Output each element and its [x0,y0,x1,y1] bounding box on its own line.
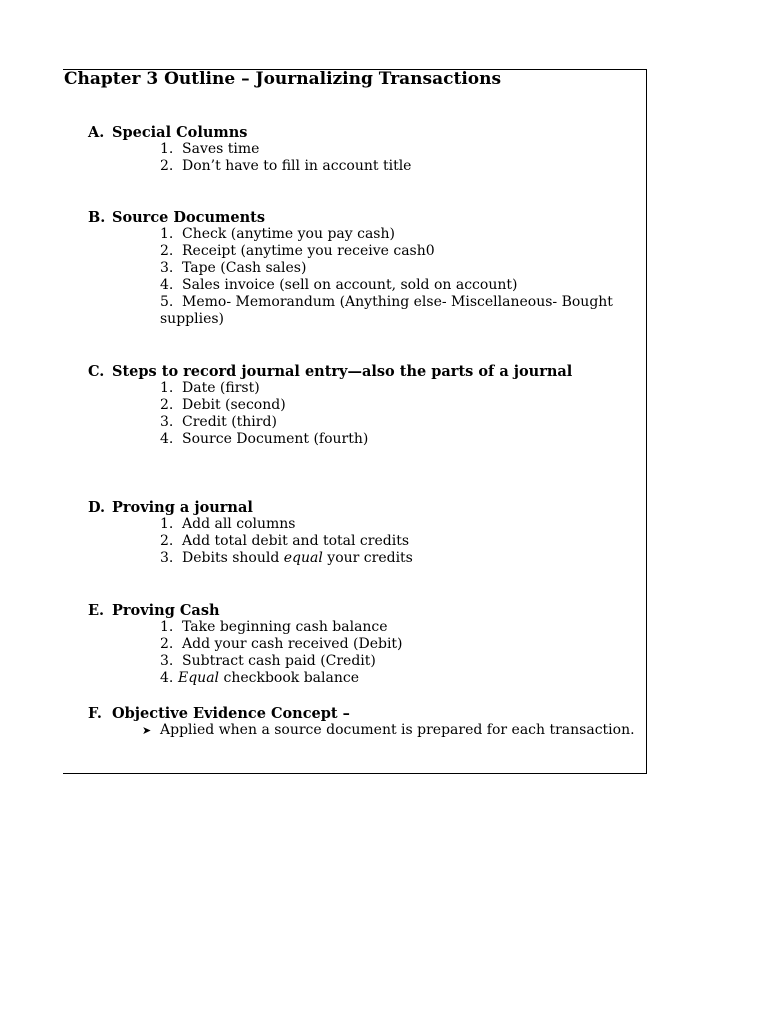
list-item: 3. Debits should equal your credits [160,550,413,566]
section-a [88,124,638,175]
list-item: 4. Sales invoice (sell on account, sold on account) [160,277,518,293]
list-item: 3. Credit (third) [160,414,277,430]
section-heading: C. Steps to record journal entry—also the parts of a journal [88,363,573,380]
section-f [88,705,638,739]
list-item: 4. Source Document (fourth) [160,431,369,447]
list-item: 1. Add all columns [160,516,296,532]
list-item: 4. Equal checkbook balance [160,670,359,686]
list-item: 3. Subtract cash paid (Credit) [160,653,376,669]
item-list [88,380,638,448]
section-heading: A. Special Columns [88,124,248,141]
section-c [88,363,638,448]
section-heading: D. Proving a journal [88,499,253,516]
list-item: 1. Take beginning cash balance [160,619,388,635]
list-item: 5. Memo- Memorandum (Anything else- Miscellaneous- Bought supplies) [160,294,613,327]
section-b [88,209,638,328]
item-list [88,226,638,328]
section-d [88,499,638,567]
list-item: 2. Add total debit and total credits [160,533,410,549]
item-list [88,516,638,567]
list-item: 2. Add your cash received (Debit) [160,636,403,652]
list-item: 1. Saves time [160,141,260,157]
section-heading: E. Proving Cash [88,602,220,619]
item-list [88,619,638,687]
list-item: 2. Debit (second) [160,397,286,413]
arrowhead-bullet-icon: ➤ [142,724,152,737]
page-title: Chapter 3 Outline – Journalizing Transactions [64,69,502,89]
list-item: 1. Date (first) [160,380,260,396]
list-item: 3. Tape (Cash sales) [160,260,307,276]
bullet-item: ➤ Applied when a source document is prepared for each transaction. [142,722,635,738]
list-item: 2. Don’t have to fill in account title [160,158,412,174]
list-item: 2. Receipt (anytime you receive cash0 [160,243,435,259]
section-e [88,602,638,687]
item-list [88,141,638,175]
list-item: 1. Check (anytime you pay cash) [160,226,395,242]
section-heading: F. Objective Evidence Concept – [88,705,350,722]
section-heading: B. Source Documents [88,209,266,226]
